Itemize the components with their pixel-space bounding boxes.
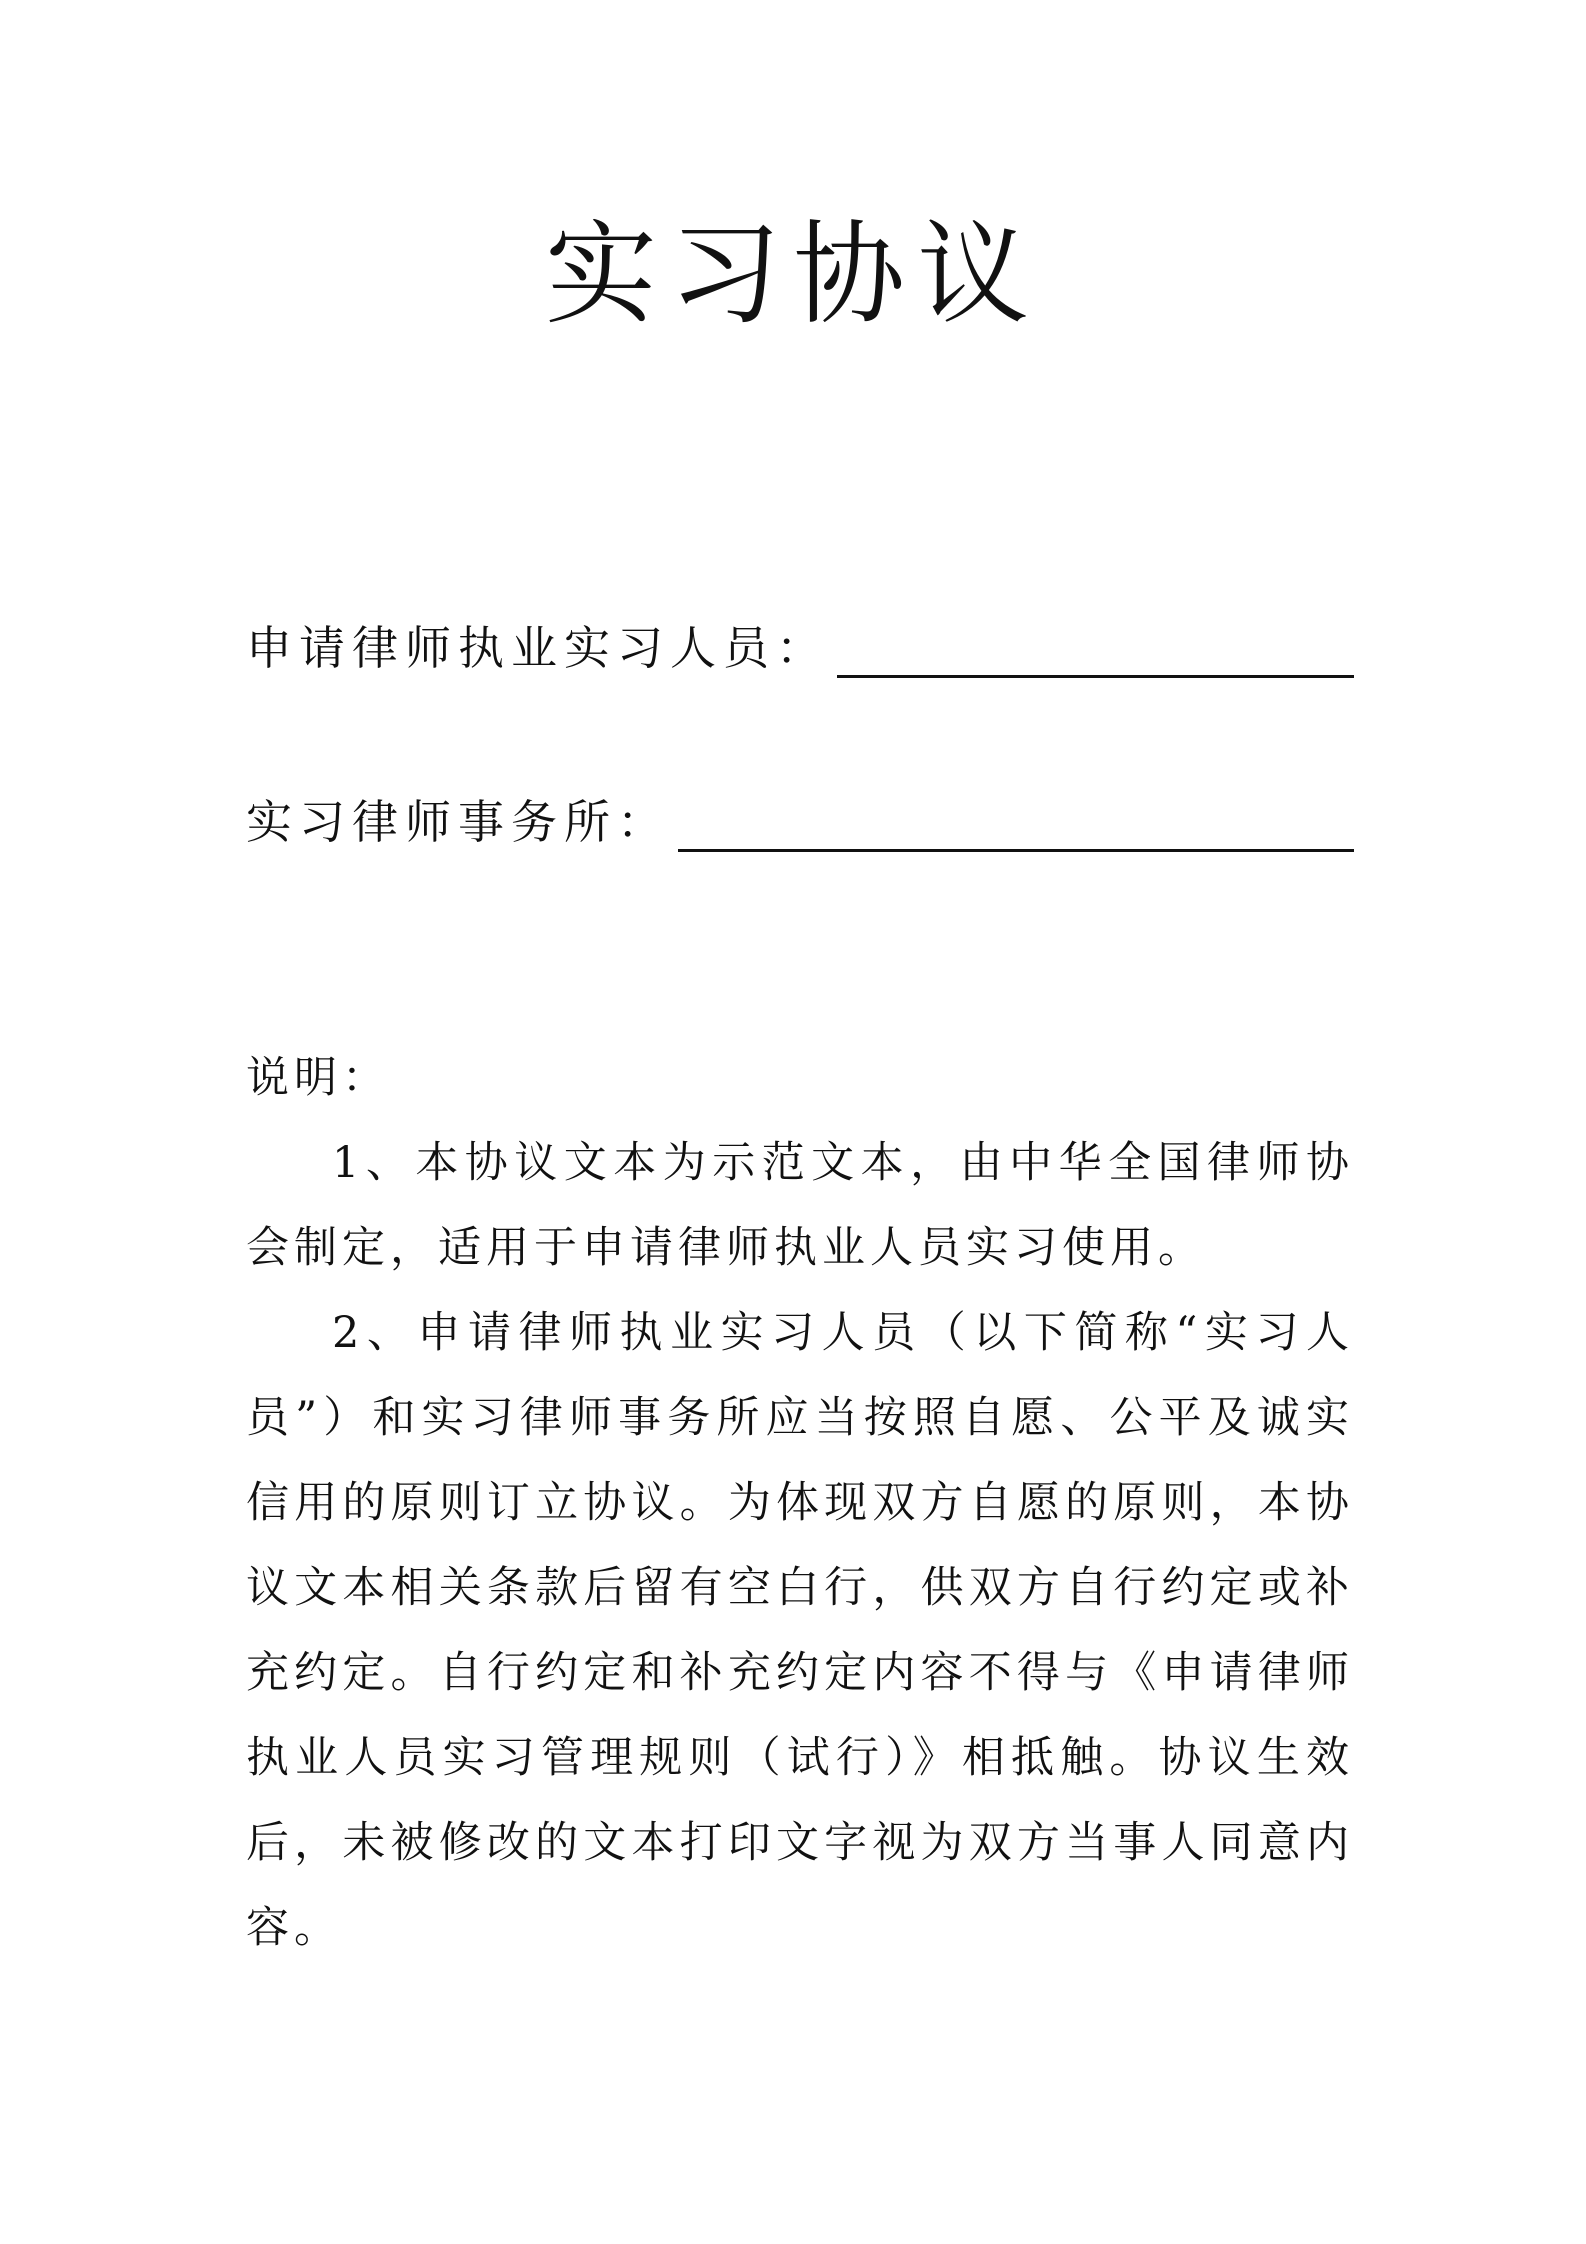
firm-label: 实习律师事务所： bbox=[246, 795, 670, 849]
firm-blank-line[interactable] bbox=[678, 789, 1354, 852]
notes-heading: 说明： bbox=[246, 1053, 390, 1103]
notes-item-1: 1、本协议文本为示范文本，由中华全国律师协会制定，适用于申请律师执业人员实习使用。 bbox=[246, 1138, 1354, 1273]
document-title: 实习协议 bbox=[545, 210, 1041, 340]
notes-item-2: 2、申请律师执业实习人员（以下简称“实习人员”）和实习律师事务所应当按照自愿、公平及诚实信用的原则订立协议。为体现双方自愿的原则，本协议文本相关条款后留有空白行，供双方自行约定或补充约定。自行约定和补充约定内容不得与《申请律师执业人员实习管理规则（试行）》相抵触。协议生效后，未被修改的文本打印文字视为双方当事人同意内容。 bbox=[246, 1308, 1354, 1953]
firm-field bbox=[246, 784, 1354, 854]
notes-section bbox=[246, 1036, 1354, 1971]
applicant-label: 申请律师执业实习人员： bbox=[246, 621, 829, 675]
applicant-field bbox=[246, 610, 1354, 680]
applicant-blank-line[interactable] bbox=[837, 615, 1354, 678]
